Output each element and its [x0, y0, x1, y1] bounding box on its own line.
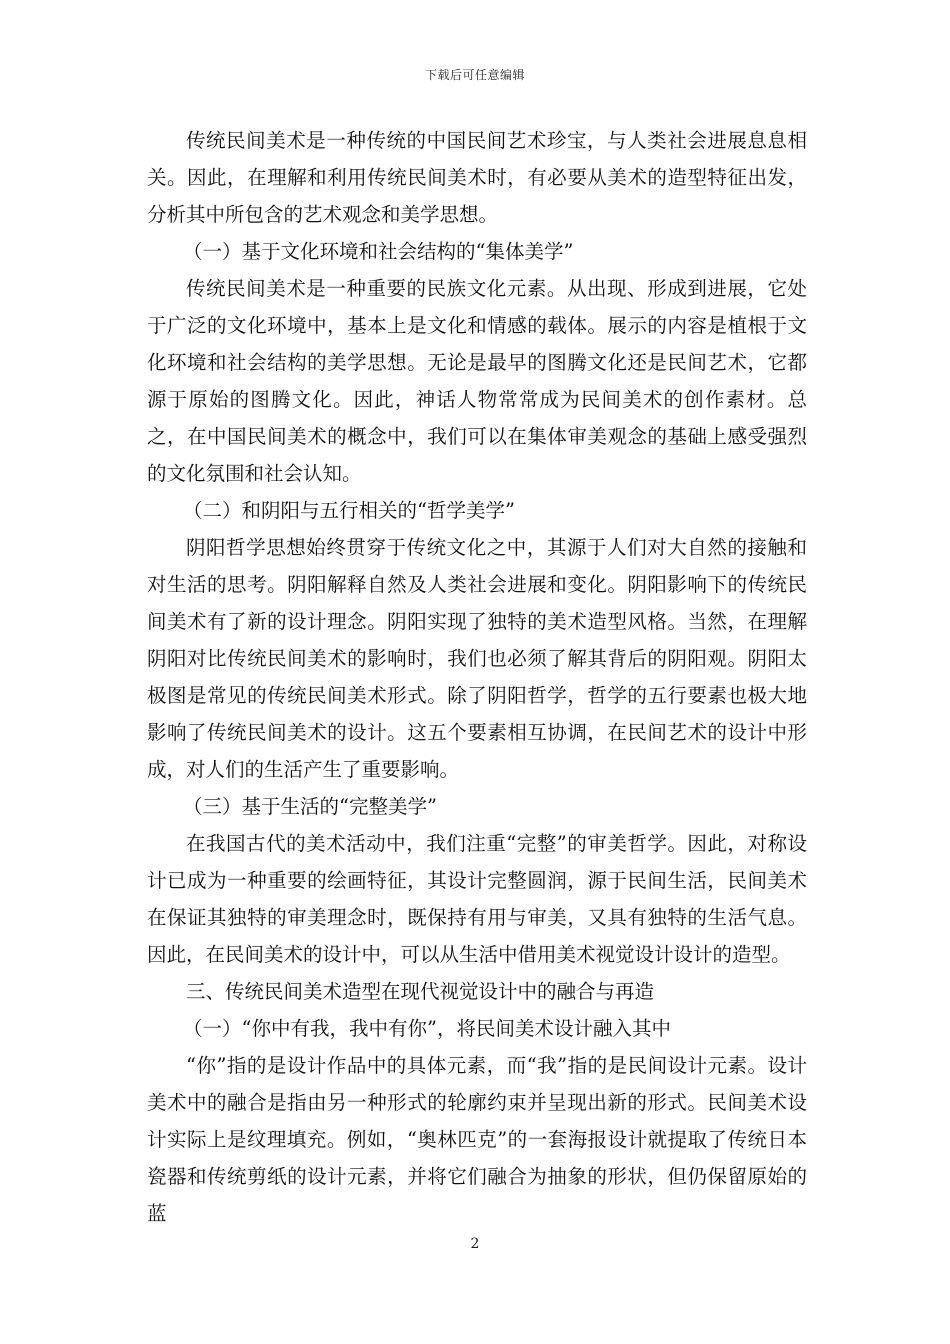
page-number: 2 [470, 1236, 480, 1252]
paragraph-fusion: “你”指的是设计作品中的具体元素，而“我”指的是民间设计元素。设计美术中的融合是指由另一种形式的轮廓约束并呈现出新的形式。民间美术设计实际上是纹理填充。例如，“奥林匹克”的一套海报设计就提取了传统日本瓷器和传统剪纸的设计元素，并将它们融合为抽象的形状，但仍保留原始的蓝 [147, 1054, 807, 1225]
section-heading-1: （一）基于文化环境和社会结构的“集体美学” [183, 240, 574, 263]
section-heading-3-1: （一）“你中有我，我中有你”，将民间美术设计融入其中 [183, 1017, 671, 1040]
section-heading-2: （二）和阴阳与五行相关的“哲学美学” [183, 499, 515, 522]
paragraph-philosophy-aesthetics: 阴阳哲学思想始终贯穿于传统文化之中，其源于人们对大自然的接触和对生活的思考。阴阳解释自然及人类社会进展和变化。阴阳影响下的传统民间美术有了新的设计理念。阴阳实现了独特的美术造型风格。当然，在理解阴阳对比传统民间美术的影响时，我们也必须了解其背后的阴阳观。阴阳太极图是常见的传统民间美术形式。除了阴阳哲学，哲学的五行要素也极大地影响了传统民间美术的设计。这五个要素相互协调，在民间艺术的设计中形成，对人们的生活产生了重要影响。 [147, 536, 807, 781]
page-header: 下载后可任意编辑 [424, 68, 525, 82]
paragraph-collective-aesthetics: 传统民间美术是一种重要的民族文化元素。从出现、形成到进展，它处于广泛的文化环境中，基本上是文化和情感的载体。展示的内容是植根于文化环境和社会结构的美学思想。无论是最早的图腾文化还是民间艺术，它都源于原始的图腾文化。因此，神话人物常常成为民间美术的创作素材。总之，在中国民间美术的概念中，我们可以在集体审美观念的基础上感受强烈的文化氛围和社会认知。 [147, 277, 807, 485]
paragraph-intro: 传统民间美术是一种传统的中国民间艺术珍宝，与人类社会进展息息相关。因此，在理解和利用传统民间美术时，有必要从美术的造型特征出发，分析其中所包含的艺术观念和美学思想。 [147, 129, 807, 226]
section-heading-3: （三）基于生活的“完整美学” [183, 795, 437, 818]
paragraph-complete-aesthetics: 在我国古代的美术活动中，我们注重“完整”的审美哲学。因此，对称设计已成为一种重要的绘画特征，其设计完整圆润，源于民间生活，民间美术在保证其独特的审美理念时，既保持有用与审美，又具有独特的生活气息。因此，在民间美术的设计中，可以从生活中借用美术视觉设计设计的造型。 [147, 832, 807, 966]
document-body [147, 122, 807, 1232]
chapter-heading-3: 三、传统民间美术造型在现代视觉设计中的融合与再造 [186, 980, 655, 1003]
